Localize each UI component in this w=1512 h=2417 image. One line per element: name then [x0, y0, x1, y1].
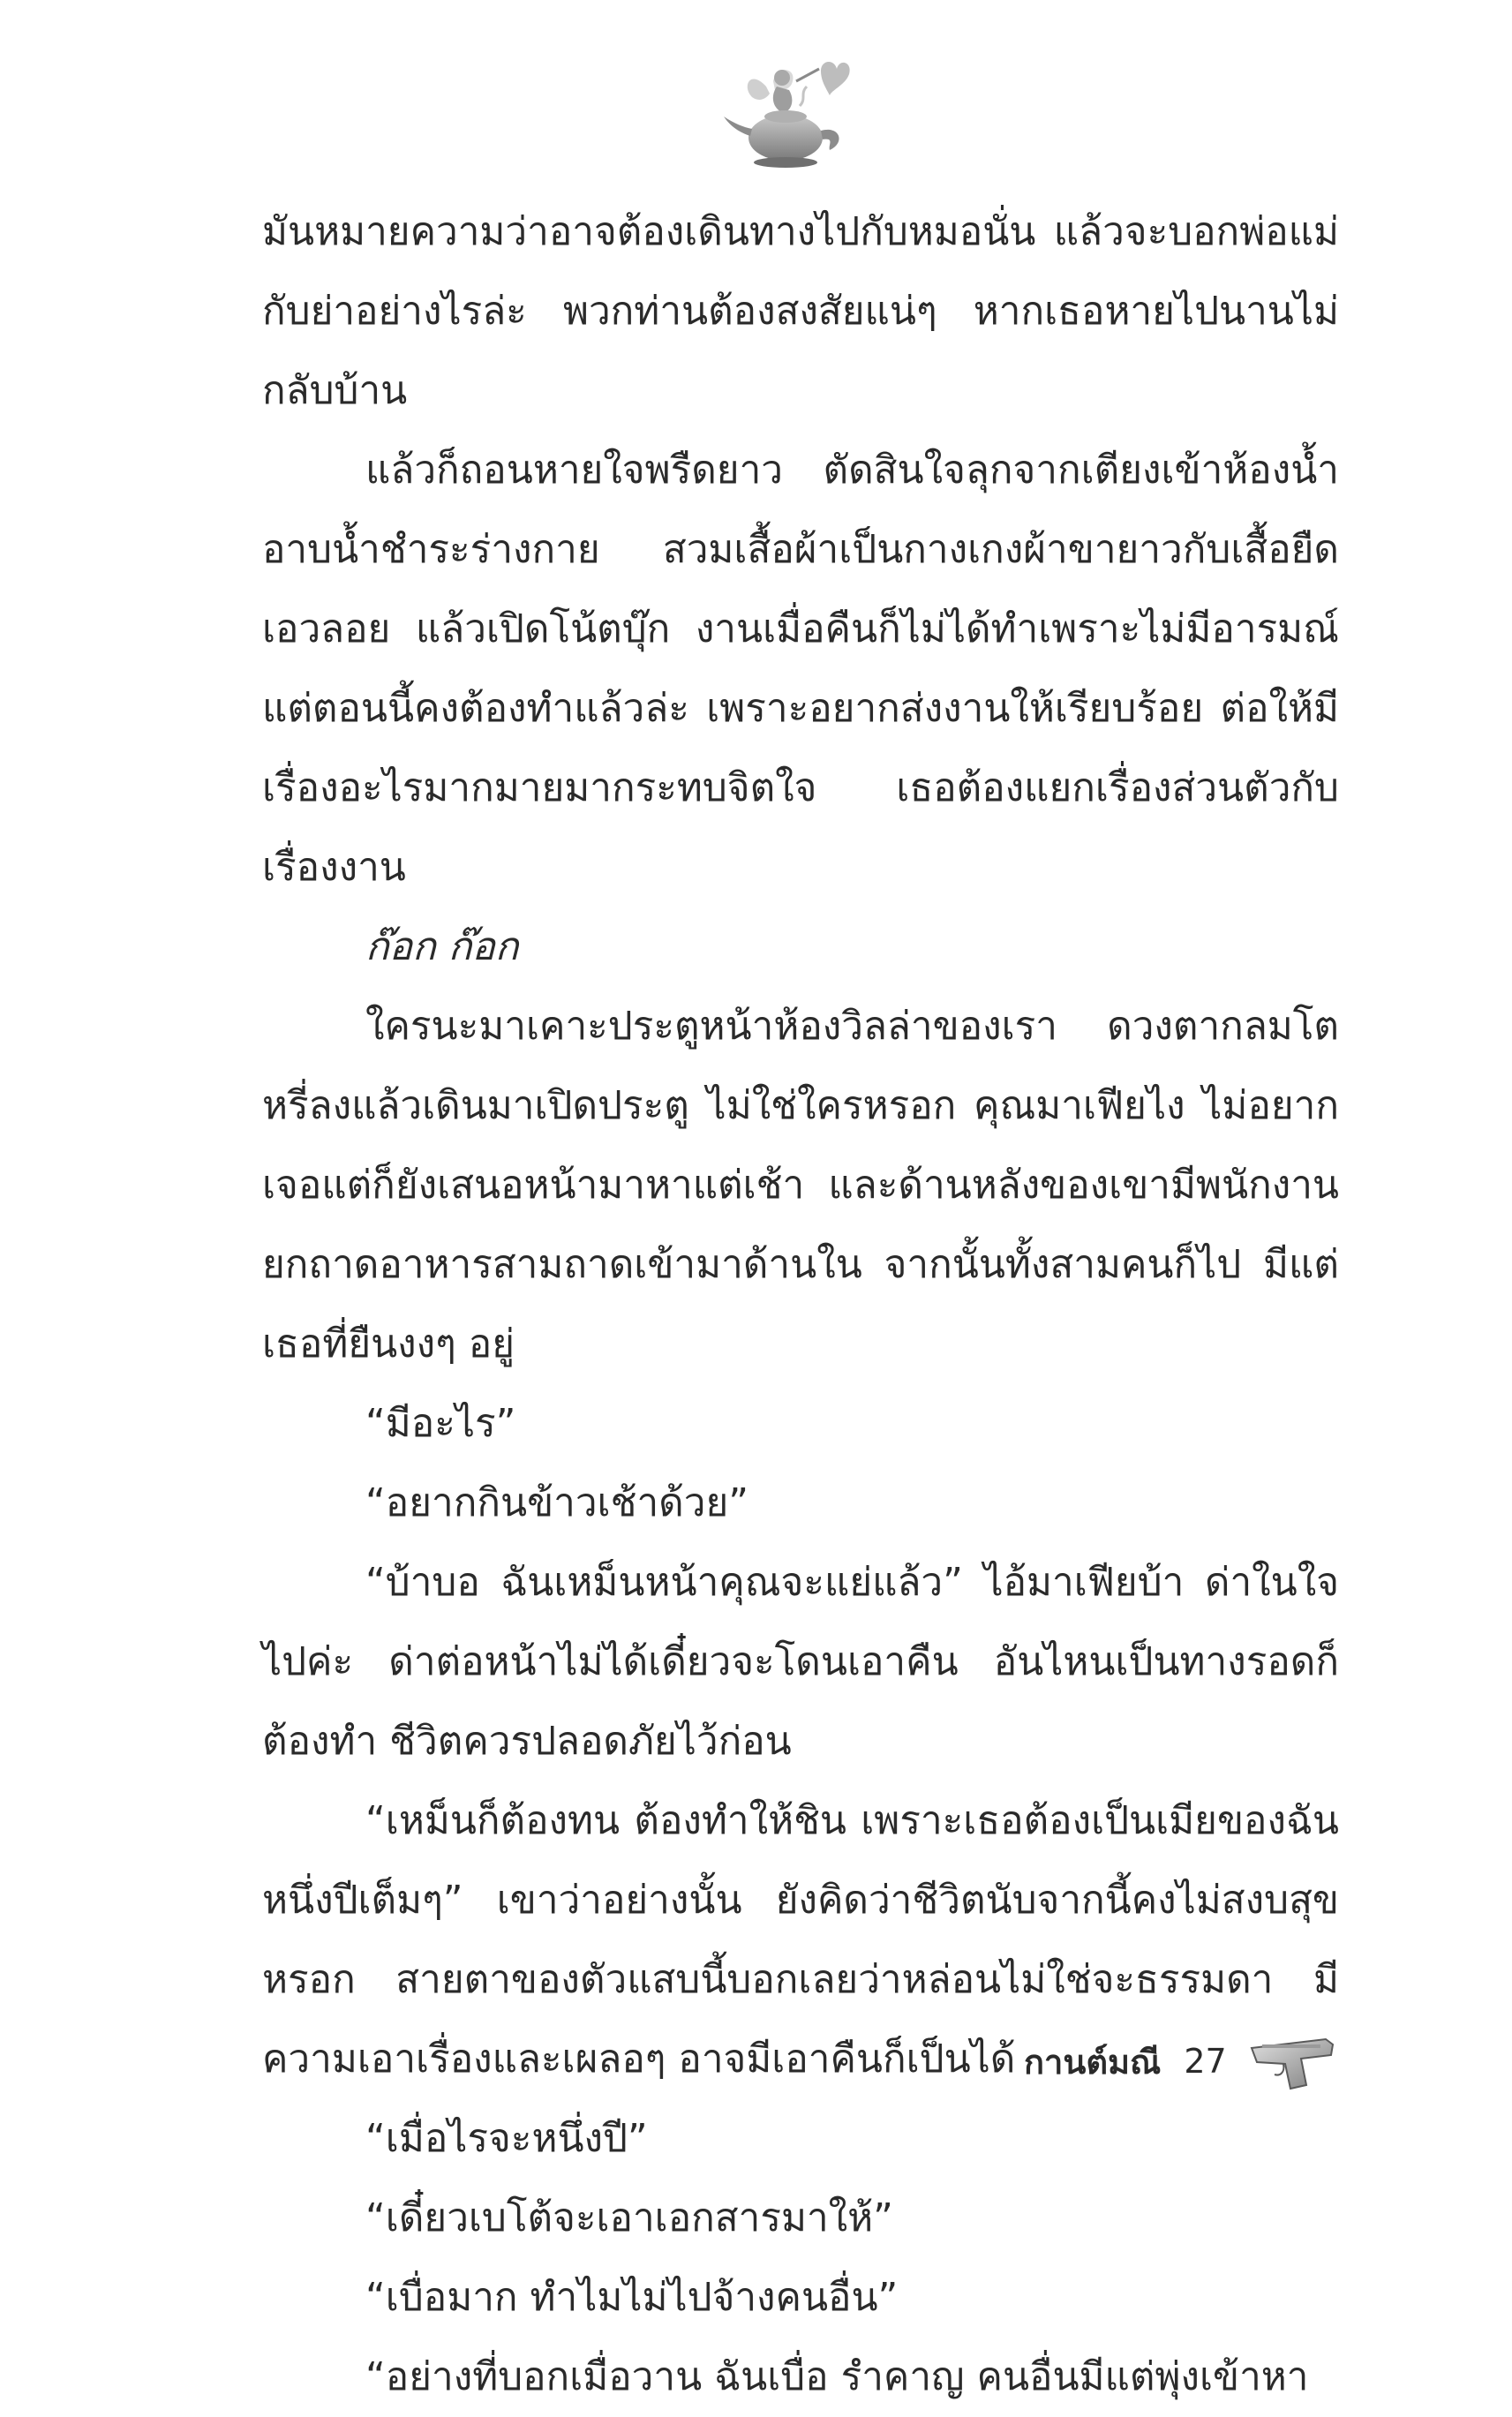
- dialogue-line: “มีอะไร”: [365, 1401, 516, 1446]
- paragraph: “บ้าบอ ฉันเหม็นหน้าคุณจะแย่แล้ว” ไอ้มาเฟียบ้า ด่าในใจไปค่ะ ด่าต่อหน้าไม่ได้เดี๋ยวจะโดนเอาคืน อันไหนเป็นทางรอดก็ต้องทำ ชีวิตควรปลอดภัยไว้ก่อน: [262, 1560, 1339, 1764]
- teapot-cupid-ornament-icon: [715, 51, 856, 179]
- dialogue-line: “เบื่อมาก ทำไมไม่ไปจ้างคนอื่น”: [365, 2275, 899, 2320]
- page-footer: [1024, 2035, 1227, 2088]
- paragraph: “เหม็นก็ต้องทน ต้องทำให้ชิน เพราะเธอต้องเป็นเมียของฉันหนึ่งปีเต็มๆ” เขาว่าอย่างนั้น ยังคิดว่าชีวิตนับจากนี้คงไม่สงบสุขหรอก สายตาของตัวแสบนี้บอกเลยว่าหล่อนไม่ใช่จะธรรมดา มีความเอาเรื่องและเผลอๆ อาจมีเอาคืนก็เป็นได้: [262, 1798, 1339, 2082]
- dialogue-line: “เมื่อไรจะหนึ่งปี”: [365, 2116, 648, 2161]
- book-title: กานต์มณี: [1024, 2042, 1162, 2082]
- pistol-icon: [1245, 2032, 1342, 2094]
- sound-effect-line: ก๊อก ก๊อก: [365, 924, 519, 969]
- dialogue-line: “อยากกินข้าวเช้าด้วย”: [365, 1480, 749, 1525]
- paragraph: มันหมายความว่าอาจต้องเดินทางไปกับหมอนั่น แล้วจะบอกพ่อแม่กับย่าอย่างไรล่ะ พวกท่านต้องสงสัยแน่ๆ หากเธอหายไปนานไม่กลับบ้าน: [262, 209, 1339, 413]
- paragraph: ใครนะมาเคาะประตูหน้าห้องวิลล่าของเรา ดวงตากลมโตหรี่ลงแล้วเดินมาเปิดประตู ไม่ใช่ใครหรอก คุณมาเฟียไง ไม่อยากเจอแต่ก็ยังเสนอหน้ามาหาแต่เช้า และด้านหลังของเขามีพนักงานยกถาดอาหารสามถาดเข้ามาด้านใน จากนั้นทั้งสามคนก็ไป มีแต่เธอที่ยืนงงๆ อยู่: [262, 1004, 1339, 1367]
- dialogue-line: “เดี๋ยวเบโต้จะเอาเอกสารมาให้”: [365, 2195, 893, 2240]
- paragraph: แล้วก็ถอนหายใจพรืดยาว ตัดสินใจลุกจากเตียงเข้าห้องน้ำอาบน้ำชำระร่างกาย สวมเสื้อผ้าเป็นกางเกงผ้าขายาวกับเสื้อยืดเอวลอย แล้วเปิดโน้ตบุ๊ก งานเมื่อคืนก็ไม่ได้ทำเพราะไม่มีอารมณ์ แต่ตอนนี้คงต้องทำแล้วล่ะ เพราะอยากส่งงานให้เรียบร้อย ต่อให้มีเรื่องอะไรมากมายมากระทบจิตใจ เธอต้องแยกเรื่องส่วนตัวกับเรื่องงาน: [262, 448, 1339, 890]
- page-number: 27: [1184, 2042, 1227, 2081]
- dialogue-line: “อย่างที่บอกเมื่อวาน ฉันเบื่อ รำคาญ คนอื่นมีแต่พุ่งเข้าหา: [365, 2354, 1309, 2399]
